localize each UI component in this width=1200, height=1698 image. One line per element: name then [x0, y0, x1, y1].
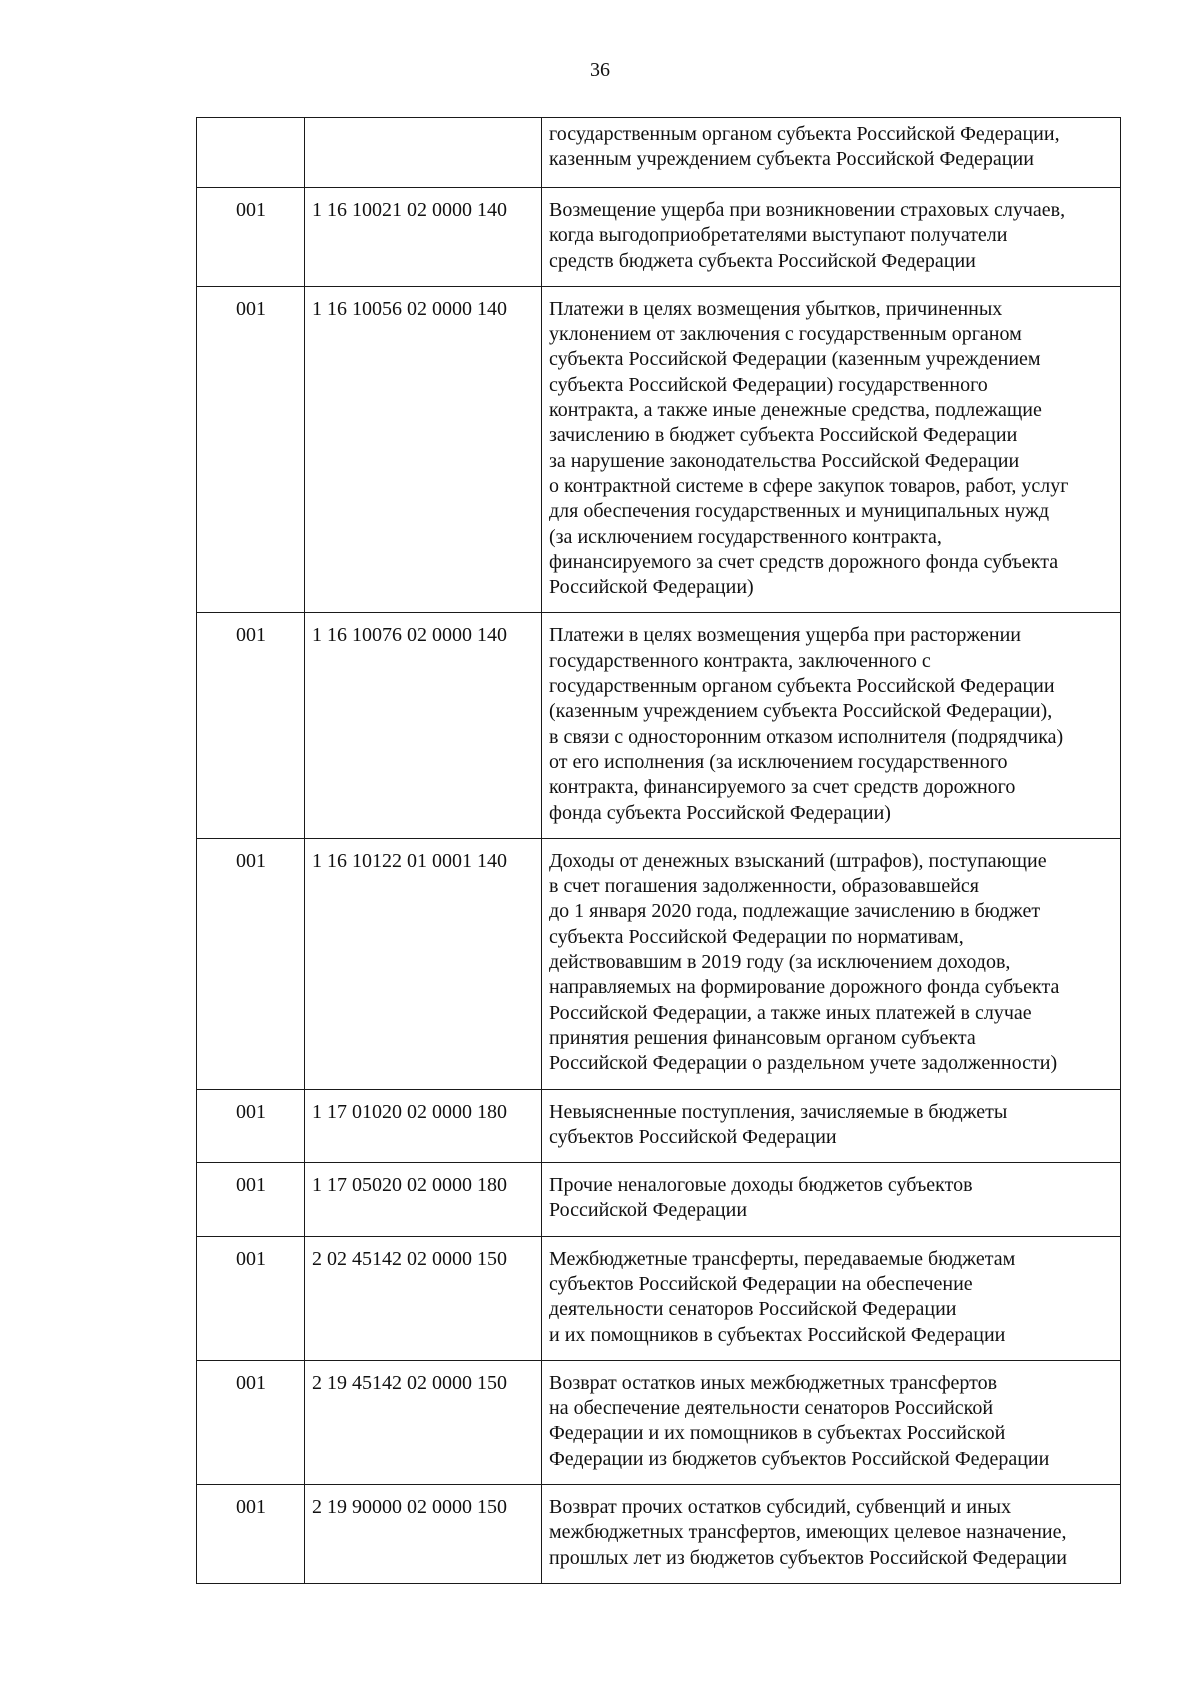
table-row: [197, 188, 1121, 287]
budget-code-cell: 1 16 10076 02 0000 140: [305, 613, 542, 838]
description-cell: Прочие неналоговые доходы бюджетов субъектов Российской Федерации: [542, 1163, 1121, 1237]
table-row: [197, 1089, 1121, 1163]
description-cell: Невыясненные поступления, зачисляемые в бюджеты субъектов Российской Федерации: [542, 1089, 1121, 1163]
admin-code-cell: 001: [197, 1485, 305, 1584]
budget-code-cell: 1 16 10122 01 0001 140: [305, 838, 542, 1089]
table-row: [197, 286, 1121, 613]
description-cell: Возврат прочих остатков субсидий, субвенций и иных межбюджетных трансфертов, имеющих целевое назначение, прошлых лет из бюджетов субъектов Российской Федерации: [542, 1485, 1121, 1584]
description-cell: Межбюджетные трансферты, передаваемые бюджетам субъектов Российской Федерации на обеспечение деятельности сенаторов Российской Федерации и их помощников в субъектах Российской Федерации: [542, 1236, 1121, 1360]
description-cell: государственным органом субъекта Российской Федерации, казенным учреждением субъекта Российской Федерации: [542, 118, 1121, 188]
table-row: [197, 1163, 1121, 1237]
description-cell: Возмещение ущерба при возникновении страховых случаев, когда выгодоприобретателями выступают получатели средств бюджета субъекта Российской Федерации: [542, 188, 1121, 287]
admin-code-cell: [197, 118, 305, 188]
table-row: [197, 613, 1121, 838]
table-row: [197, 1485, 1121, 1584]
admin-code-cell: 001: [197, 286, 305, 613]
admin-code-cell: 001: [197, 188, 305, 287]
description-cell: Платежи в целях возмещения ущерба при расторжении государственного контракта, заключенного с государственным органом субъекта Российской Федерации (казенным учреждением субъекта Российской Федерации), в связи с односторонним отказом исполнителя (подрядчика) от его исполнения (за исключением государственного контракта, финансируемого за счет средств дорожного фонда субъекта Российской Федерации): [542, 613, 1121, 838]
budget-codes-table: [196, 117, 1121, 1584]
admin-code-cell: 001: [197, 1360, 305, 1484]
budget-code-cell: 2 19 90000 02 0000 150: [305, 1485, 542, 1584]
table-row: [197, 838, 1121, 1089]
admin-code-cell: 001: [197, 613, 305, 838]
admin-code-cell: 001: [197, 1236, 305, 1360]
admin-code-cell: 001: [197, 838, 305, 1089]
table-row: [197, 1360, 1121, 1484]
admin-code-cell: 001: [197, 1089, 305, 1163]
budget-code-cell: 1 17 05020 02 0000 180: [305, 1163, 542, 1237]
page-number: 36: [590, 59, 610, 81]
description-cell: Возврат остатков иных межбюджетных трансфертов на обеспечение деятельности сенаторов Российской Федерации и их помощников в субъектах Российской Федерации из бюджетов субъектов Российской Федерации: [542, 1360, 1121, 1484]
budget-code-cell: 1 16 10021 02 0000 140: [305, 188, 542, 287]
table-row: [197, 1236, 1121, 1360]
budget-code-cell: 1 16 10056 02 0000 140: [305, 286, 542, 613]
table-row: [197, 118, 1121, 188]
description-cell: Платежи в целях возмещения убытков, причиненных уклонением от заключения с государственным органом субъекта Российской Федерации (казенным учреждением субъекта Российской Федерации) государственного контракта, а также иные денежные средства, подлежащие зачислению в бюджет субъекта Российской Федерации за нарушение законодательства Российской Федерации о контрактной системе в сфере закупок товаров, работ, услуг для обеспечения государственных и муниципальных нужд (за исключением государственного контракта, финансируемого за счет средств дорожного фонда субъекта Российской Федерации): [542, 286, 1121, 613]
description-cell: Доходы от денежных взысканий (штрафов), поступающие в счет погашения задолженности, образовавшейся до 1 января 2020 года, подлежащие зачислению в бюджет субъекта Российской Федерации по нормативам, действовавшим в 2019 году (за исключением доходов, направляемых на формирование дорожного фонда субъекта Российской Федерации, а также иных платежей в случае принятия решения финансовым органом субъекта Российской Федерации о раздельном учете задолженности): [542, 838, 1121, 1089]
budget-code-cell: [305, 118, 542, 188]
budget-code-cell: 1 17 01020 02 0000 180: [305, 1089, 542, 1163]
budget-code-cell: 2 19 45142 02 0000 150: [305, 1360, 542, 1484]
budget-code-cell: 2 02 45142 02 0000 150: [305, 1236, 542, 1360]
admin-code-cell: 001: [197, 1163, 305, 1237]
